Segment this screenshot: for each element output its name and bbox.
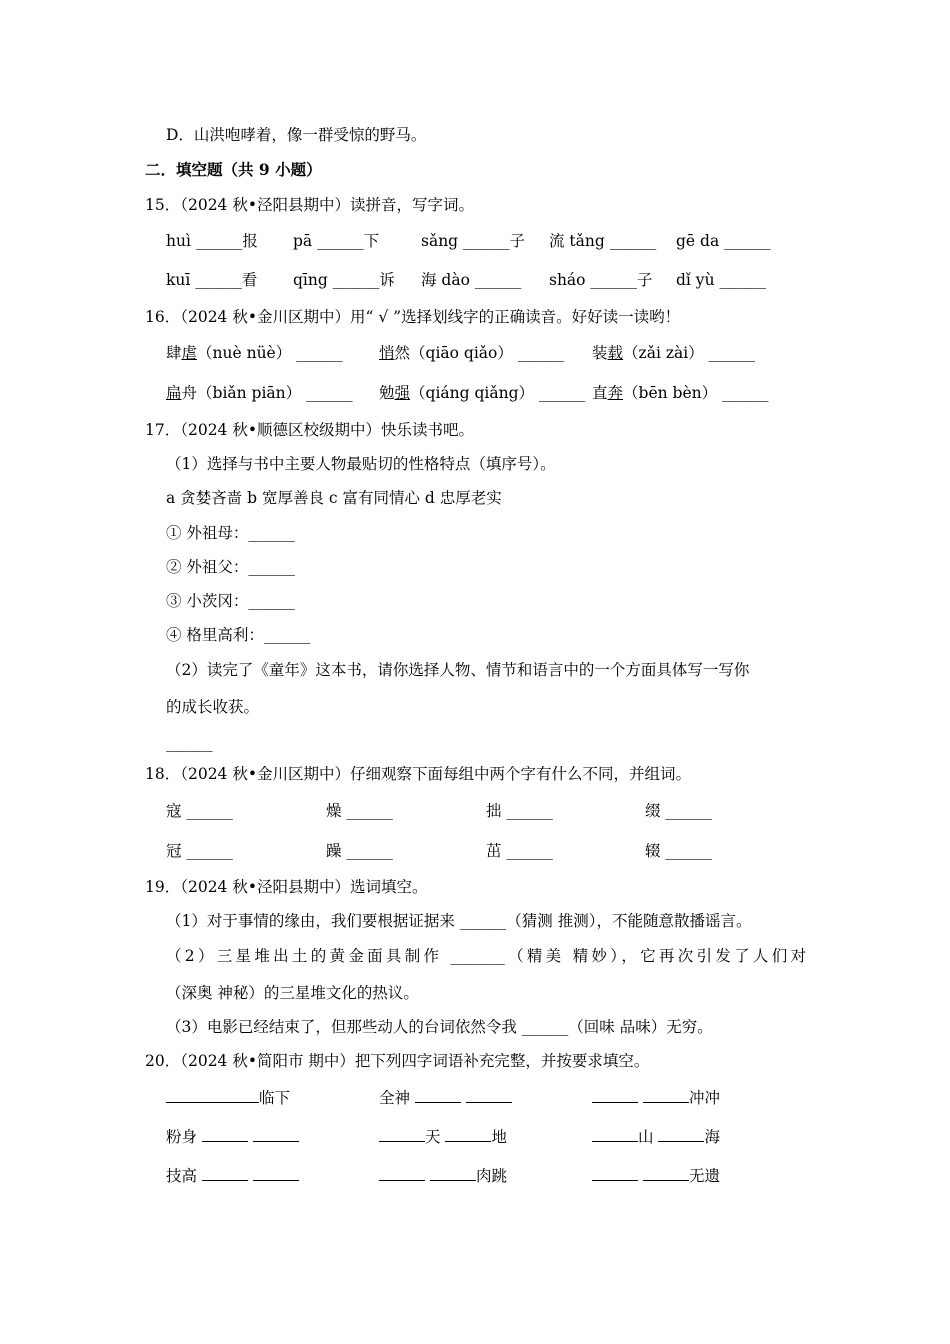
q17-part-2-cont: 的成长收获。: [166, 698, 260, 716]
blank: [253, 1127, 299, 1142]
blank: [643, 1088, 689, 1103]
q20-item: 山 海: [592, 1127, 720, 1147]
q18-item: 茁 ______: [486, 842, 553, 860]
q15-item: huì ______报: [166, 232, 258, 250]
q15-item: sǎng ______子: [421, 232, 526, 250]
question-15: 15．（2024 秋•泾阳县期中）读拼音，写字词。: [145, 196, 474, 214]
blank: [643, 1166, 689, 1181]
q15-item: pā ______下: [293, 232, 380, 250]
blank: [592, 1127, 638, 1142]
blank: [445, 1127, 491, 1142]
q16-item: 扁舟（biǎn piān） ______: [166, 384, 353, 402]
blank: [415, 1088, 461, 1103]
q15-item: gē da ______: [676, 232, 771, 250]
option-d: D．山洪咆哮着，像一群受惊的野马。: [166, 126, 427, 144]
q15-item: 流 tǎng ______: [549, 232, 657, 250]
q20-item: 冲冲: [592, 1088, 720, 1108]
question-17: 17．（2024 秋•顺德区校级期中）快乐读书吧。: [145, 421, 474, 439]
q16-item: 直奔（bēn bèn） ______: [592, 384, 769, 402]
q20-item: 粉身: [166, 1127, 299, 1147]
blank: [379, 1127, 425, 1142]
q17-part-2: （2）读完了《童年》这本书，请你选择人物、情节和语言中的一个方面具体写一写你: [166, 661, 750, 679]
q15-item: kuī ______看: [166, 271, 258, 289]
blank: [658, 1127, 704, 1142]
q15-item: sháo ______子: [549, 271, 653, 289]
q18-item: 燥 ______: [326, 802, 393, 820]
q16-item: 勉强（qiáng qiǎng） ______: [379, 384, 586, 402]
q16-item: 装载（zǎi zài） ______: [592, 344, 756, 362]
q15-item: 海 dào ______: [421, 271, 522, 289]
q15-item: dǐ yù ______: [676, 271, 766, 289]
q20-item: 全神: [379, 1088, 512, 1108]
q16-item: 悄然（qiāo qiǎo） ______: [379, 344, 565, 362]
q18-item: 拙 ______: [486, 802, 553, 820]
blank: [592, 1088, 638, 1103]
q19-part-2-cont: （深奥 神秘）的三星堆文化的热议。: [166, 984, 419, 1002]
q16-item: 肆虐（nuè nüè） ______: [166, 344, 343, 362]
q15-item: qīng ______诉: [293, 271, 395, 289]
q17-item: ① 外祖母：______: [166, 524, 295, 542]
q20-item: 无遗: [592, 1166, 720, 1186]
q18-item: 冠 ______: [166, 842, 233, 860]
blank: [592, 1166, 638, 1181]
q17-item: ④ 格里高利：______: [166, 626, 311, 644]
q17-answer-blank: ______: [166, 734, 213, 752]
q17-item: ③ 小茨冈：______: [166, 592, 295, 610]
q20-item: 肉跳: [379, 1166, 507, 1186]
q17-item: ② 外祖父：______: [166, 558, 295, 576]
blank: [202, 1166, 248, 1181]
q17-part-1: （1）选择与书中主要人物最贴切的性格特点（填序号）。: [166, 455, 556, 473]
question-19: 19．（2024 秋•泾阳县期中）选词填空。: [145, 878, 428, 896]
blank: [202, 1127, 248, 1142]
q18-item: 寇 ______: [166, 802, 233, 820]
blank: [430, 1166, 476, 1181]
q20-item: 天 地: [379, 1127, 507, 1147]
blank: [379, 1166, 425, 1181]
blank: [166, 1088, 259, 1103]
q19-part-3: （3）电影已经结束了，但那些动人的台词依然令我 ______（回味 品味）无穷。: [166, 1018, 713, 1036]
q18-item: 缀 ______: [645, 802, 712, 820]
q19-part-2: （2）三星堆出土的黄金面具制作 _______（精美 精妙），它再次引发了人们对: [166, 947, 806, 965]
question-18: 18．（2024 秋•金川区期中）仔细观察下面每组中两个字有什么不同，并组词。: [145, 765, 691, 783]
blank: [466, 1088, 512, 1103]
q19-part-1: （1）对于事情的缘由，我们要根据证据来 ______（猜测 推测），不能随意散播谣言。: [166, 912, 752, 930]
q17-options: a 贪婪吝啬 b 宽厚善良 c 富有同情心 d 忠厚老实: [166, 489, 502, 507]
q20-item: 临下: [166, 1088, 290, 1108]
question-20: 20．（2024 秋•简阳市 期中）把下列四字词语补充完整，并按要求填空。: [145, 1052, 650, 1070]
q18-item: 辍 ______: [645, 842, 712, 860]
blank: [253, 1166, 299, 1181]
section-heading: 二．填空题（共 9 小题）: [145, 160, 322, 179]
q18-item: 躁 ______: [326, 842, 393, 860]
question-16: 16．（2024 秋•金川区期中）用“ √ ”选择划线字的正确读音。好好读一读哟！: [145, 308, 681, 326]
q20-item: 技高: [166, 1166, 299, 1186]
